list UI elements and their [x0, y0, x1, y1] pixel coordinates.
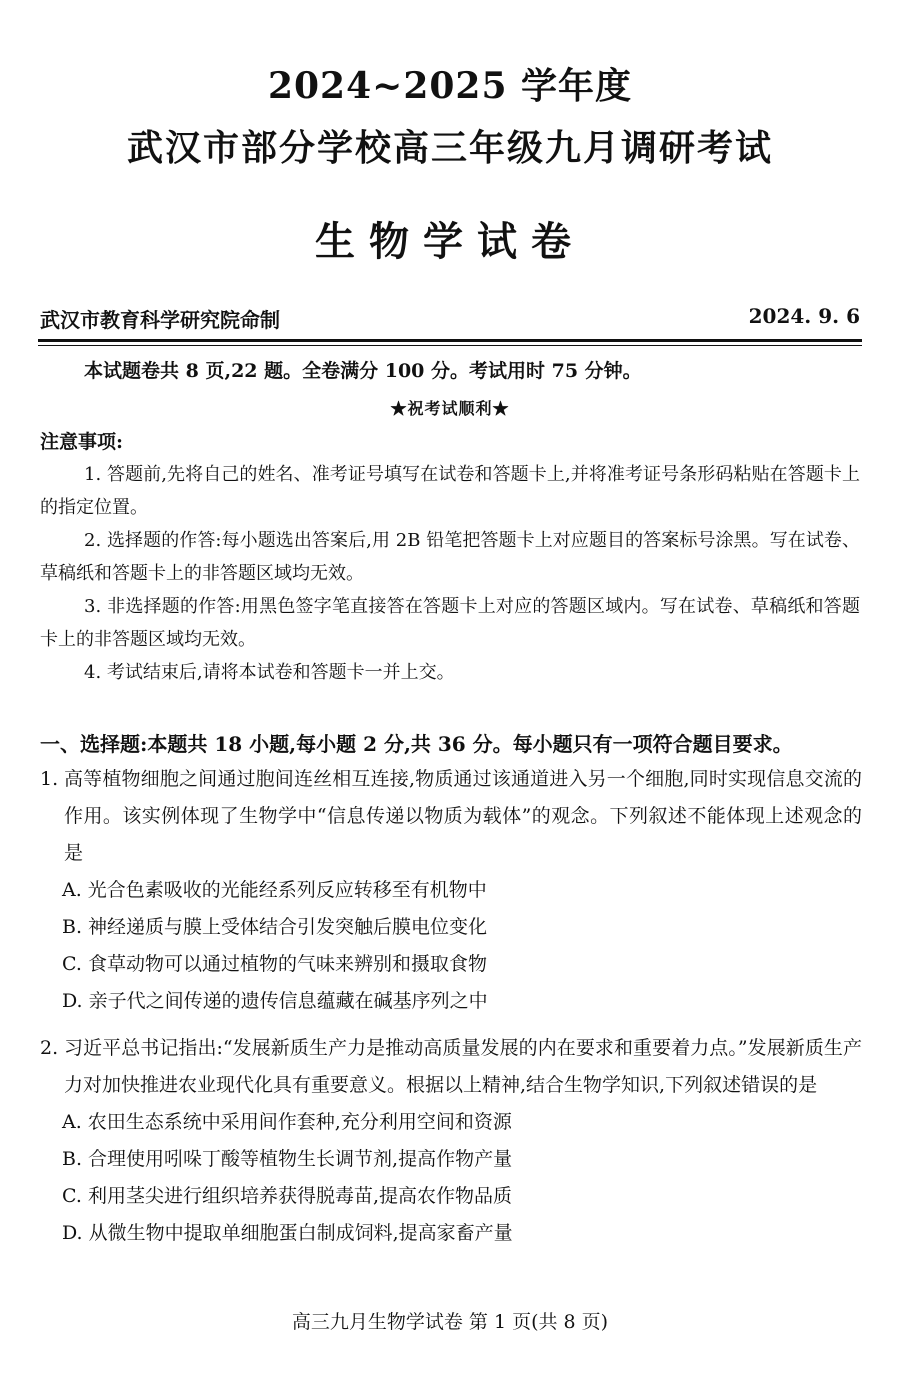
option-a: A. 光合色素吸收的光能经系列反应转移至有机物中: [62, 879, 487, 901]
question-stem: [40, 761, 862, 872]
option-d: D. 亲子代之间传递的遗传信息蕴藏在碱基序列之中: [62, 990, 488, 1012]
option-b: B. 合理使用吲哚丁酸等植物生长调节剂,提高作物产量: [62, 1148, 513, 1170]
question-number: 2.: [40, 1037, 59, 1059]
notes-list: [40, 458, 860, 689]
option-a: A. 农田生态系统中采用间作套种,充分利用空间和资源: [62, 1111, 512, 1133]
section-heading: 一、选择题:本题共 18 小题,每小题 2 分,共 36 分。每小题只有一项符合题目要求。: [40, 732, 793, 756]
option-c: C. 利用茎尖进行组织培养获得脱毒苗,提高农作物品质: [62, 1185, 512, 1207]
school-year-title: 2024~2025 学年度: [267, 65, 633, 107]
exam-date: 2024. 9. 6: [748, 304, 860, 328]
notes-heading: 注意事项:: [40, 431, 124, 453]
exam-intro: 本试题卷共 8 页,22 题。全卷满分 100 分。考试用时 75 分钟。: [84, 360, 642, 382]
question-1: [40, 761, 862, 1020]
subject-title: 生物学试卷: [315, 218, 585, 265]
issuer: 武汉市教育科学研究院命制: [40, 308, 280, 332]
option-c: C. 食草动物可以通过植物的气味来辨别和摄取食物: [62, 953, 487, 975]
note-item: 2. 选择题的作答:每小题选出答案后,用 2B 铅笔把答题卡上对应题目的答案标号涂黑。写在试卷、草稿纸和答题卡上的非答题区域均无效。: [40, 530, 860, 584]
question-text: 高等植物细胞之间通过胞间连丝相互连接,物质通过该通道进入另一个细胞,同时实现信息交流的作用。该实例体现了生物学中“信息传递以物质为载体”的观念。下列叙述不能体现上述观念的是: [64, 768, 862, 864]
question-2: [40, 1030, 862, 1252]
question-number: 1.: [40, 768, 59, 790]
issuer-row: [40, 304, 860, 333]
page-footer: 高三九月生物学试卷 第 1 页(共 8 页): [291, 1311, 609, 1333]
note-item: 4. 考试结束后,请将本试卷和答题卡一并上交。: [84, 662, 455, 683]
note-item: 1. 答题前,先将自己的姓名、准考证号填写在试卷和答题卡上,并将准考证号条形码粘贴在答题卡上的指定位置。: [40, 464, 860, 518]
option-d: D. 从微生物中提取单细胞蛋白制成饲料,提高家畜产量: [62, 1222, 513, 1244]
question-text: 习近平总书记指出:“发展新质生产力是推动高质量发展的内在要求和重要着力点。”发展新质生产力对加快推进农业现代化具有重要意义。根据以上精神,结合生物学知识,下列叙述错误的是: [64, 1037, 862, 1096]
note-item: 3. 非选择题的作答:用黑色签字笔直接答在答题卡上对应的答题区域内。写在试卷、草稿纸和答题卡上的非答题区域均无效。: [40, 596, 860, 650]
option-b: B. 神经递质与膜上受体结合引发突触后膜电位变化: [62, 916, 488, 938]
header-divider: [38, 339, 862, 342]
question-stem: [40, 1030, 862, 1104]
good-luck-line: ★祝考试顺利★: [390, 399, 510, 418]
header-divider-thin: [38, 345, 862, 346]
exam-title: 武汉市部分学校高三年级九月调研考试: [126, 127, 773, 169]
